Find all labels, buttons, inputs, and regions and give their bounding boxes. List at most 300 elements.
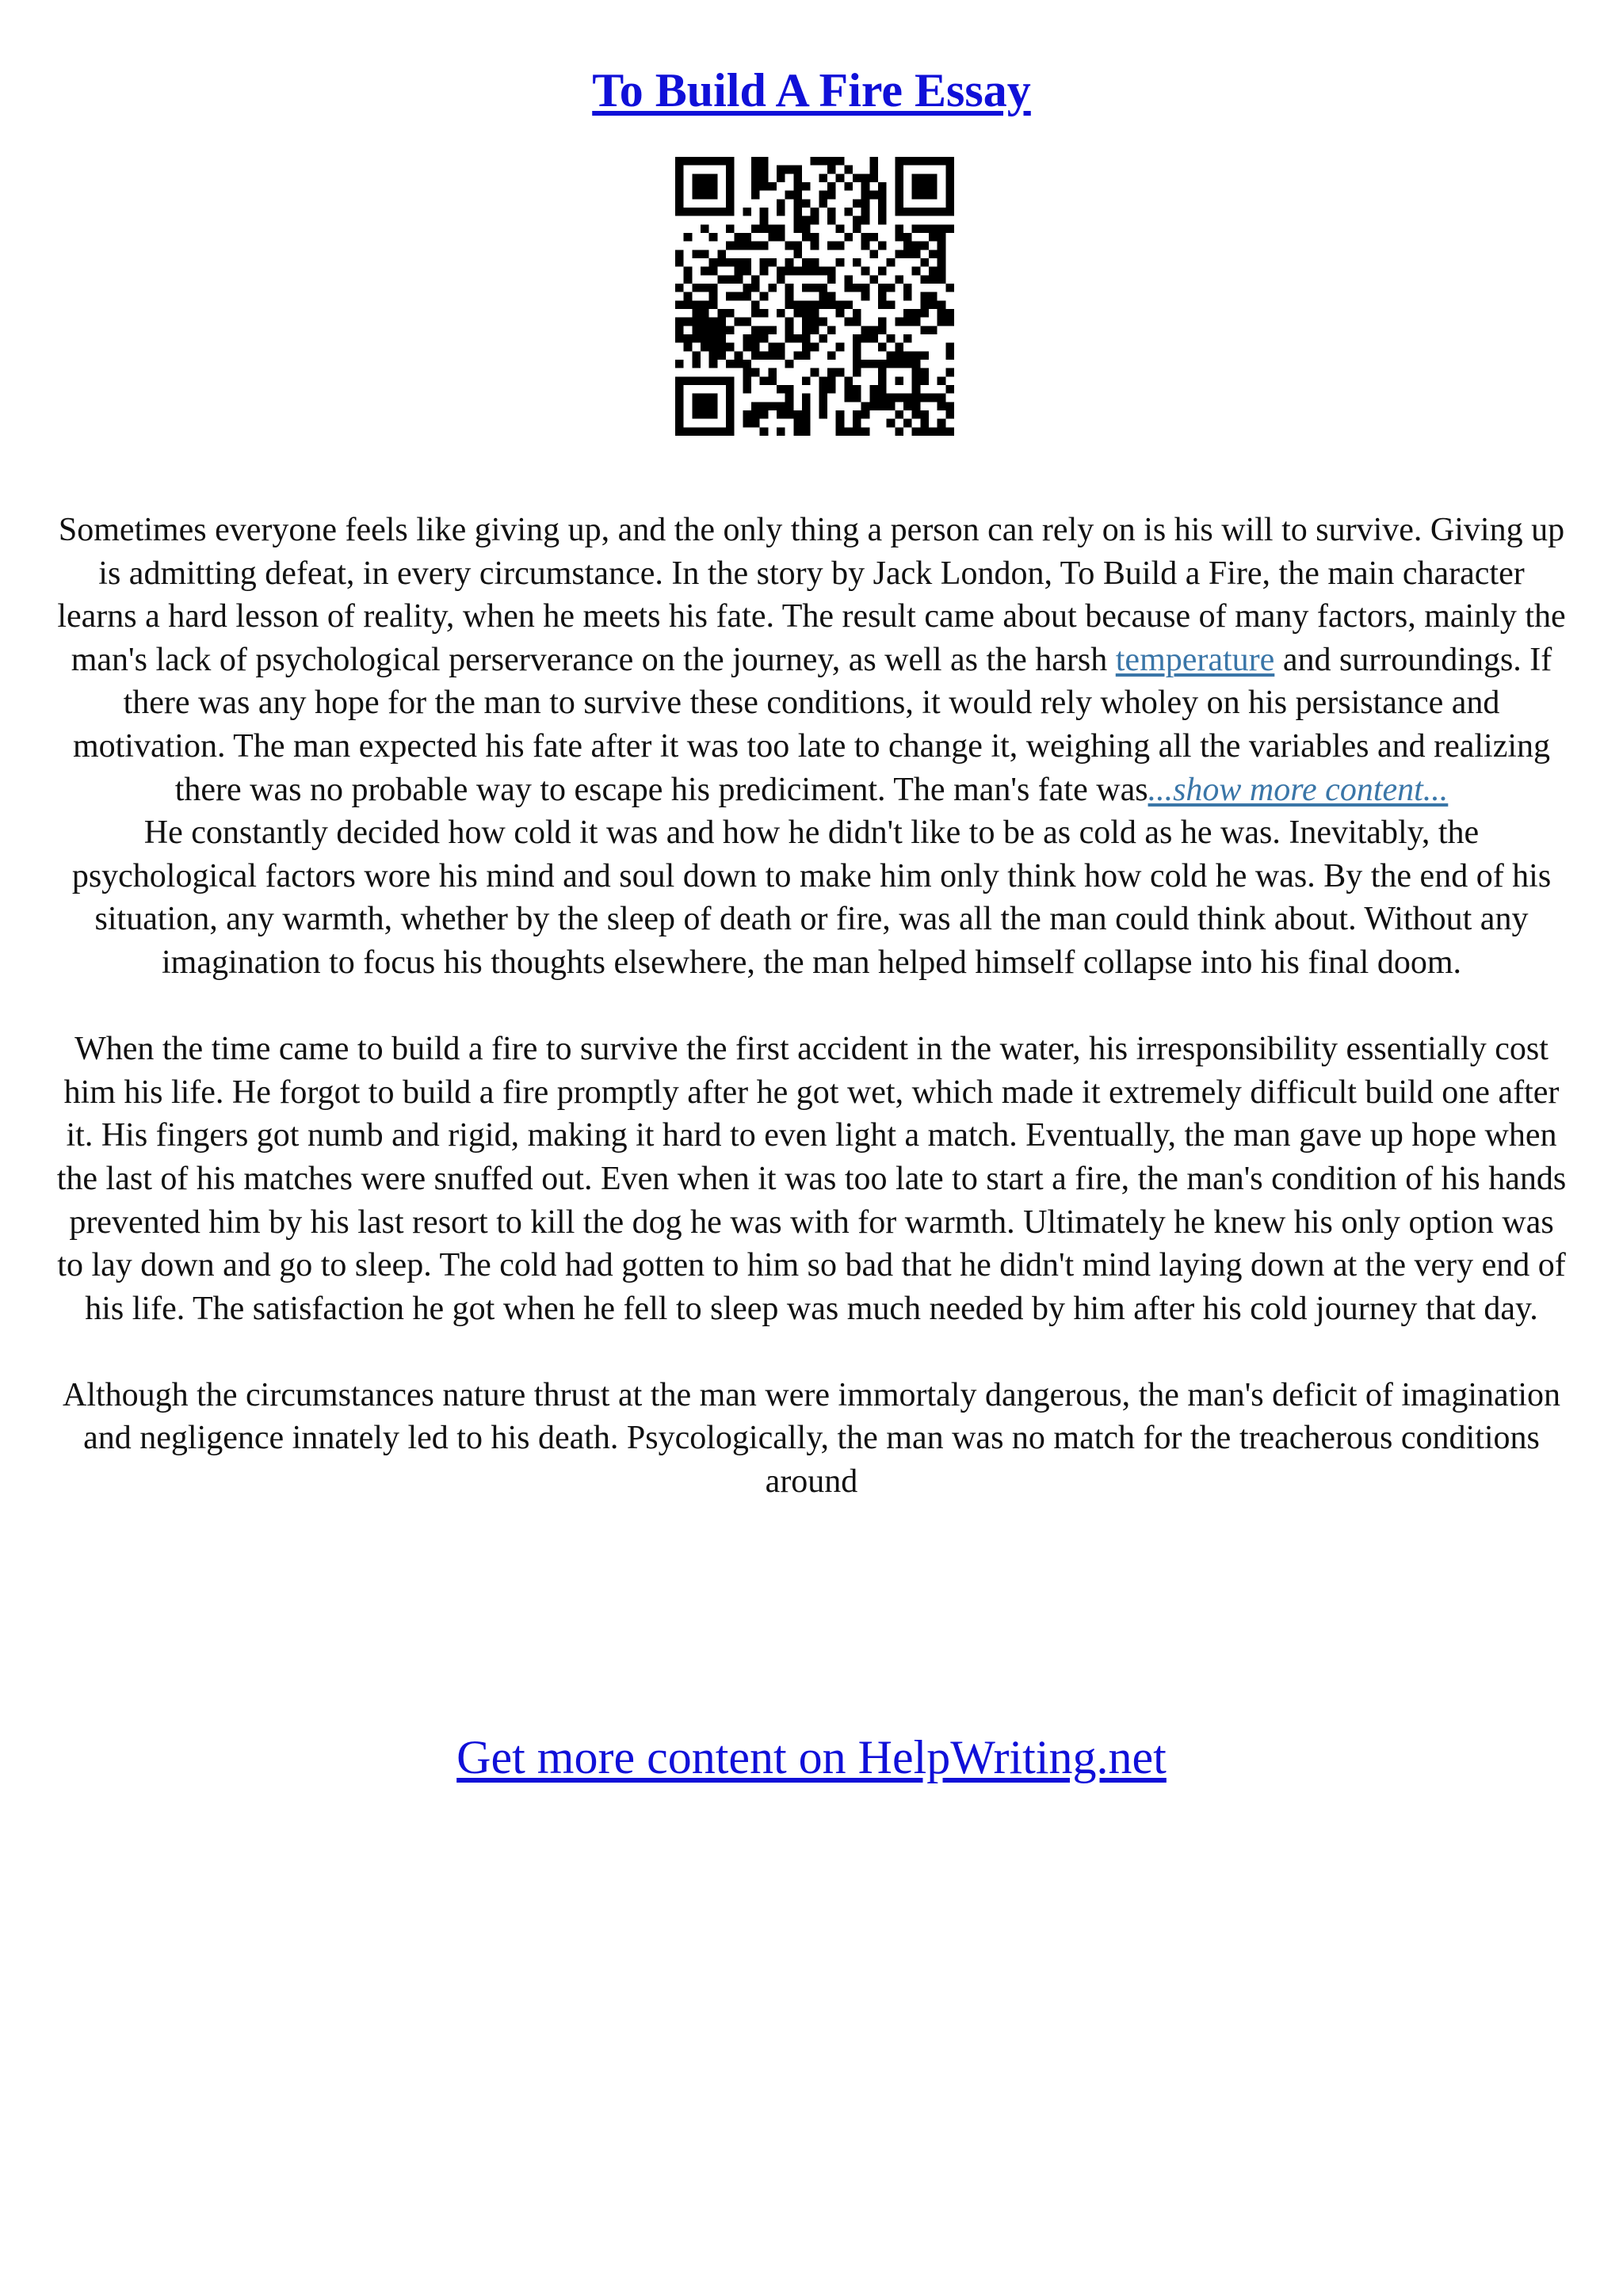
qr-module <box>861 182 870 191</box>
qr-module <box>802 267 811 276</box>
qr-module <box>785 166 794 174</box>
qr-module <box>920 224 929 233</box>
qr-module <box>760 157 769 166</box>
qr-module <box>853 224 861 233</box>
qr-module <box>819 300 827 309</box>
qr-module <box>895 394 903 402</box>
qr-module <box>802 233 811 242</box>
qr-module <box>811 309 819 318</box>
qr-module <box>709 300 718 309</box>
qr-module <box>735 351 743 360</box>
qr-module <box>735 292 743 301</box>
qr-module <box>945 182 954 191</box>
qr-module <box>793 182 802 191</box>
qr-module <box>861 242 870 250</box>
qr-module <box>887 394 896 402</box>
qr-module <box>717 351 726 360</box>
qr-module <box>811 233 819 242</box>
temperature-link[interactable]: temperature <box>1115 641 1275 678</box>
qr-module <box>675 199 684 208</box>
qr-module <box>777 402 785 410</box>
qr-module <box>785 410 794 419</box>
qr-module <box>819 394 827 402</box>
qr-module <box>836 410 845 419</box>
qr-module <box>912 250 921 258</box>
qr-module <box>701 394 709 402</box>
qr-module <box>869 250 878 258</box>
qr-module <box>684 300 693 309</box>
qr-module <box>878 394 887 402</box>
qr-module <box>743 258 751 267</box>
qr-module <box>945 157 954 166</box>
qr-module <box>785 258 794 267</box>
qr-module <box>717 334 726 343</box>
qr-module <box>768 284 777 292</box>
qr-module <box>777 199 785 208</box>
qr-module <box>785 242 794 250</box>
qr-module <box>861 284 870 292</box>
qr-module <box>684 292 693 301</box>
qr-module <box>853 343 861 352</box>
qr-module <box>760 402 769 410</box>
qr-module <box>709 427 718 436</box>
qr-module <box>717 343 726 352</box>
qr-module <box>945 309 954 318</box>
qr-module <box>675 410 684 419</box>
qr-module <box>760 242 769 250</box>
qr-module <box>878 368 887 377</box>
qr-module <box>684 157 693 166</box>
qr-module <box>717 309 726 318</box>
qr-module <box>903 334 912 343</box>
qr-module <box>869 275 878 284</box>
qr-module <box>912 224 921 233</box>
qr-module <box>895 351 903 360</box>
qr-module <box>938 250 946 258</box>
qr-module <box>709 334 718 343</box>
qr-module <box>819 402 827 410</box>
qr-module <box>912 394 921 402</box>
qr-module <box>802 258 811 267</box>
qr-module <box>903 360 912 368</box>
qr-module <box>819 174 827 182</box>
qr-module <box>844 275 853 284</box>
qr-module <box>938 427 946 436</box>
qr-module <box>895 376 903 385</box>
qr-module <box>802 334 811 343</box>
qr-module <box>692 182 701 191</box>
qr-module <box>768 376 777 385</box>
qr-module <box>945 174 954 182</box>
paragraph-3: When the time came to build a fire to survive the first accident in the water, his irresponsibility essentially cost him his life. He forgot to build a fire promptly after he got wet, which made it extremely difficult build one after it. His fingers got numb and rigid, making it hard to even light a match. Eventually, the man gave up hope when the last of his matches were snuffed out. Even when it was too late to start a fire, the man's condition of his hands prevented him by his last resort to kill the dog he was with for warmth. Ultimately he knew his only option was to lay down and go to sleep. The cold had gotten to him so bad that he didn't mind laying down at the very end of his life. The satisfaction he got when he fell to sleep was much needed by him after his cold journey that day. <box>56 1031 1567 1327</box>
qr-module <box>777 267 785 276</box>
qr-module <box>709 174 718 182</box>
qr-module <box>793 191 802 200</box>
qr-module <box>793 309 802 318</box>
qr-module <box>945 402 954 410</box>
qr-module <box>861 292 870 301</box>
qr-module <box>861 208 870 216</box>
qr-module <box>945 199 954 208</box>
qr-module <box>768 351 777 360</box>
qr-module <box>811 368 819 377</box>
qr-module <box>793 334 802 343</box>
qr-module <box>675 402 684 410</box>
qr-module <box>929 394 938 402</box>
qr-module <box>751 326 760 334</box>
qr-module <box>903 233 912 242</box>
qr-module <box>726 258 735 267</box>
qr-module <box>878 292 887 301</box>
qr-module <box>751 275 760 284</box>
qr-module <box>717 427 726 436</box>
qr-module <box>844 300 853 309</box>
qr-module <box>920 208 929 216</box>
qr-module <box>726 199 735 208</box>
qr-module <box>938 300 946 309</box>
qr-module <box>785 334 794 343</box>
qr-module <box>945 284 954 292</box>
qr-module <box>827 368 836 377</box>
qr-module <box>827 275 836 284</box>
qr-module <box>887 300 896 309</box>
qr-module <box>717 157 726 166</box>
qr-module <box>878 191 887 200</box>
qr-module <box>903 242 912 250</box>
qr-module <box>912 318 921 326</box>
qr-module <box>692 191 701 200</box>
qr-module <box>751 410 760 419</box>
qr-module <box>853 351 861 360</box>
qr-module <box>777 309 785 318</box>
qr-module <box>878 402 887 410</box>
qr-module <box>751 419 760 428</box>
qr-module <box>726 242 735 250</box>
qr-module <box>811 326 819 334</box>
qr-module <box>844 385 853 394</box>
qr-module <box>777 343 785 352</box>
qr-module <box>735 267 743 276</box>
qr-module <box>836 224 845 233</box>
qr-module <box>717 208 726 216</box>
qr-module <box>903 394 912 402</box>
qr-module <box>895 233 903 242</box>
qr-module <box>929 326 938 334</box>
qr-module <box>819 191 827 200</box>
qr-module <box>675 419 684 428</box>
qr-module <box>836 343 845 352</box>
qr-module <box>709 284 718 292</box>
qr-module <box>920 394 929 402</box>
qr-module <box>692 284 701 292</box>
qr-module <box>903 292 912 301</box>
qr-module <box>735 360 743 368</box>
qr-module <box>760 292 769 301</box>
qr-module <box>692 208 701 216</box>
qr-module <box>709 318 718 326</box>
qr-module <box>692 250 701 258</box>
qr-module <box>878 208 887 216</box>
qr-module <box>836 258 845 267</box>
qr-module <box>793 427 802 436</box>
qr-module <box>785 360 794 368</box>
qr-module <box>811 258 819 267</box>
qr-module <box>768 343 777 352</box>
qr-module <box>920 419 929 428</box>
qr-module <box>701 191 709 200</box>
helpwriting-link[interactable]: Get more content on HelpWriting.net <box>456 1731 1167 1783</box>
qr-module <box>802 410 811 419</box>
qr-module <box>938 376 946 385</box>
qr-module <box>751 343 760 352</box>
qr-module <box>751 182 760 191</box>
qr-module <box>929 300 938 309</box>
qr-module <box>912 242 921 250</box>
qr-module <box>675 191 684 200</box>
qr-module <box>869 334 878 343</box>
qr-module <box>692 318 701 326</box>
qr-module <box>717 258 726 267</box>
qr-module <box>701 326 709 334</box>
qr-module <box>802 351 811 360</box>
qr-module <box>903 157 912 166</box>
qr-module <box>853 427 861 436</box>
qr-module <box>743 376 751 385</box>
qr-module <box>929 208 938 216</box>
qr-module <box>945 343 954 352</box>
qr-module <box>717 318 726 326</box>
qr-module <box>726 182 735 191</box>
qr-module <box>945 208 954 216</box>
qr-module <box>903 284 912 292</box>
qr-module <box>811 242 819 250</box>
qr-module <box>878 284 887 292</box>
qr-module <box>827 157 836 166</box>
qr-module <box>895 318 903 326</box>
qr-module <box>709 410 718 419</box>
qr-module <box>929 250 938 258</box>
qr-module <box>895 157 903 166</box>
qr-module <box>938 309 946 318</box>
qr-module <box>869 326 878 334</box>
qr-module <box>743 208 751 216</box>
qr-module <box>709 182 718 191</box>
qr-module <box>912 208 921 216</box>
qr-module <box>920 182 929 191</box>
qr-module <box>777 275 785 284</box>
qr-module <box>793 267 802 276</box>
qr-module <box>887 334 896 343</box>
qr-module <box>912 191 921 200</box>
qr-module <box>793 410 802 419</box>
qr-module <box>811 284 819 292</box>
qr-module <box>861 360 870 368</box>
qr-module <box>903 208 912 216</box>
qr-module <box>760 351 769 360</box>
qr-module <box>735 242 743 250</box>
qr-module <box>692 410 701 419</box>
qr-module <box>692 157 701 166</box>
qr-code-icon <box>675 157 954 436</box>
qr-module <box>912 157 921 166</box>
qr-module <box>743 419 751 428</box>
qr-module <box>895 250 903 258</box>
qr-module <box>869 233 878 242</box>
qr-module <box>853 334 861 343</box>
qr-module <box>887 351 896 360</box>
title-link[interactable]: To Build A Fire Essay <box>592 64 1031 116</box>
qr-module <box>811 208 819 216</box>
qr-module <box>802 216 811 225</box>
qr-module <box>675 334 684 343</box>
qr-module <box>945 191 954 200</box>
qr-module <box>819 284 827 292</box>
qr-module <box>827 300 836 309</box>
qr-module <box>675 284 684 292</box>
qr-module <box>785 402 794 410</box>
qr-module <box>692 174 701 182</box>
qr-module <box>912 309 921 318</box>
qr-module <box>938 242 946 250</box>
qr-module <box>802 224 811 233</box>
qr-module <box>878 360 887 368</box>
qr-module <box>760 267 769 276</box>
qr-module <box>692 326 701 334</box>
qr-module <box>878 326 887 334</box>
qr-module <box>827 326 836 334</box>
qr-module <box>844 233 853 242</box>
qr-module <box>878 242 887 250</box>
qr-module <box>802 343 811 352</box>
qr-module <box>802 300 811 309</box>
qr-module <box>895 427 903 436</box>
qr-module <box>793 174 802 182</box>
qr-module <box>853 199 861 208</box>
qr-module <box>903 351 912 360</box>
qr-module <box>920 242 929 250</box>
qr-module <box>709 351 718 360</box>
qr-module <box>878 376 887 385</box>
qr-module <box>675 427 684 436</box>
qr-module <box>709 326 718 334</box>
qr-module <box>760 427 769 436</box>
qr-module <box>929 292 938 301</box>
qr-module <box>751 368 760 377</box>
qr-module <box>920 309 929 318</box>
qr-module <box>684 376 693 385</box>
qr-module <box>929 157 938 166</box>
qr-module <box>785 292 794 301</box>
qr-module <box>895 360 903 368</box>
qr-module <box>929 427 938 436</box>
qr-module <box>760 208 769 216</box>
qr-module <box>793 242 802 250</box>
qr-module <box>692 300 701 309</box>
qr-module <box>760 334 769 343</box>
qr-module <box>895 182 903 191</box>
qr-module <box>701 300 709 309</box>
qr-module <box>878 318 887 326</box>
qr-module <box>869 360 878 368</box>
qr-module <box>692 376 701 385</box>
qr-module <box>726 394 735 402</box>
qr-module <box>802 376 811 385</box>
qr-module <box>938 208 946 216</box>
footer <box>0 1726 1623 1789</box>
qr-module <box>675 182 684 191</box>
qr-module <box>726 166 735 174</box>
qr-module <box>819 385 827 394</box>
qr-module <box>844 318 853 326</box>
qr-module <box>701 182 709 191</box>
qr-module <box>895 275 903 284</box>
qr-module <box>743 284 751 292</box>
qr-module <box>844 284 853 292</box>
qr-module <box>760 309 769 318</box>
qr-module <box>743 334 751 343</box>
qr-module <box>760 258 769 267</box>
qr-module <box>844 376 853 385</box>
show-more-link[interactable]: ...show more content... <box>1148 771 1449 808</box>
qr-module <box>802 402 811 410</box>
qr-module <box>743 343 751 352</box>
qr-module <box>945 318 954 326</box>
qr-module <box>827 376 836 385</box>
qr-module <box>777 233 785 242</box>
qr-module <box>743 267 751 276</box>
qr-module <box>912 174 921 182</box>
qr-module <box>827 216 836 225</box>
qr-module <box>777 427 785 436</box>
qr-module <box>853 385 861 394</box>
qr-module <box>938 233 946 242</box>
qr-module <box>802 182 811 191</box>
qr-module <box>887 284 896 292</box>
qr-module <box>869 394 878 402</box>
paragraph-1-text-start: Sometimes everyone feels like giving up, and the only thing a person can rely on is his will to survive. Giving up is admitting defeat, in every circumstance. In the story by Jack London, To Build a Fire, the main character learns a hard lesson of reality, when he meets his fate. The result came about because of many factors, mainly the man's lack of psychological perserverance on the journey, as well as the harsh <box>57 512 1566 678</box>
qr-module <box>785 267 794 276</box>
qr-module <box>920 326 929 334</box>
qr-module <box>751 334 760 343</box>
qr-module <box>861 326 870 334</box>
qr-code <box>675 157 954 436</box>
qr-module <box>692 334 701 343</box>
qr-module <box>819 318 827 326</box>
qr-module <box>692 351 701 360</box>
qr-module <box>684 343 693 352</box>
qr-module <box>726 191 735 200</box>
qr-module <box>751 166 760 174</box>
qr-module <box>861 410 870 419</box>
qr-module <box>895 410 903 419</box>
qr-module <box>684 427 693 436</box>
qr-module <box>726 410 735 419</box>
qr-module <box>827 182 836 191</box>
qr-module <box>717 250 726 258</box>
qr-module <box>945 166 954 174</box>
qr-module <box>726 157 735 166</box>
qr-module <box>938 224 946 233</box>
qr-module <box>717 376 726 385</box>
qr-module <box>684 208 693 216</box>
qr-module <box>878 267 887 276</box>
qr-module <box>887 360 896 368</box>
qr-module <box>827 267 836 276</box>
qr-module <box>912 351 921 360</box>
qr-module <box>701 334 709 343</box>
qr-module <box>701 174 709 182</box>
qr-module <box>684 233 693 242</box>
